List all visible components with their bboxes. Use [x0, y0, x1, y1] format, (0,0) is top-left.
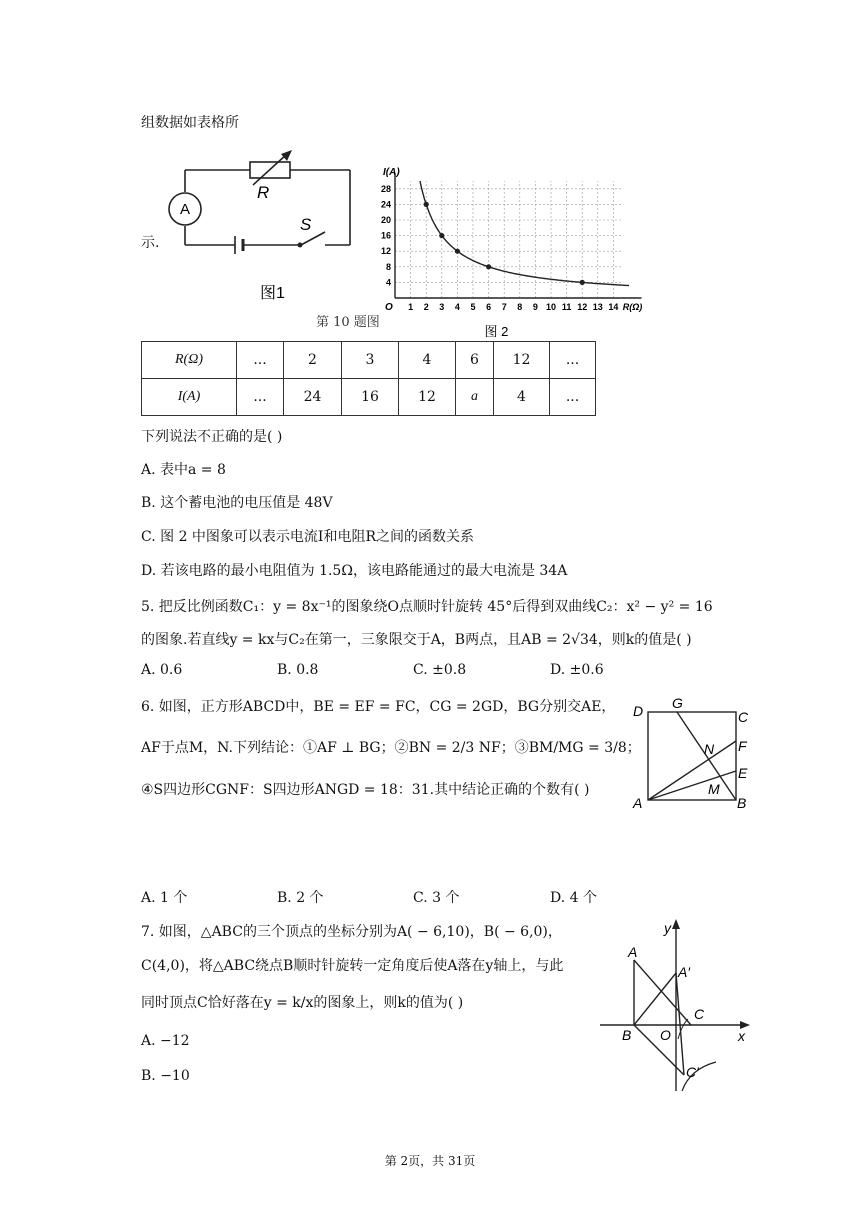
x-tick-label: 8 [517, 302, 523, 312]
option-a: A. 表中a = 8 [141, 462, 226, 478]
svg-text:C: C [738, 709, 749, 725]
q6-line-1: 6. 如图，正方形ABCD中，BE = EF = FC，CG = 2GD，BG分别交AE， [141, 699, 616, 715]
q7-option-b: B. −10 [141, 1068, 190, 1084]
ammeter-label: A [179, 201, 191, 218]
coordinate-figure [598, 915, 758, 1095]
q6-line-2: AF于点M，N.下列结论：①AF ⊥ BG；②BN = 2/3 NF；③BM/MG = 3/8； [141, 740, 641, 756]
svg-text:C′: C′ [686, 1064, 699, 1080]
y-tick-label: 8 [385, 261, 391, 272]
x-tick-label: 7 [501, 302, 507, 312]
intro-line-2: 示. [141, 235, 160, 251]
svg-text:D: D [633, 703, 644, 719]
data-point [439, 233, 444, 238]
option-b: B. 这个蓄电池的电压值是 48V [141, 495, 333, 511]
svg-text:E: E [738, 765, 748, 781]
q7-line-2: C(4,0)，将△ABC绕点B顺时针旋转一定角度后使A落在y轴上，与此 [141, 958, 564, 974]
table-row: I(A) ... 24 16 12 a 4 ... [142, 379, 596, 416]
svg-text:y: y [664, 920, 671, 936]
origin-label: O [385, 302, 393, 313]
x-tick-label: 10 [545, 302, 557, 312]
option-c: C. 图 2 中图象可以表示电流I和电阻R之间的函数关系 [141, 529, 474, 545]
svg-text:C: C [694, 1006, 705, 1022]
svg-text:M: M [708, 781, 720, 797]
svg-text:B: B [737, 795, 747, 811]
q5-option-c: C. ±0.8 [413, 662, 467, 678]
ir-graph [370, 140, 655, 340]
q5-line-1: 5. 把反比例函数C₁：y = 8x⁻¹的图象绕O点顺时针旋转 45°后得到双曲线C₂：x² − y² = 16 [141, 599, 713, 615]
q7-option-a: A. −12 [141, 1033, 190, 1049]
svg-text:A′: A′ [678, 964, 690, 980]
resistor-label: R [257, 183, 270, 202]
x-tick-label: 14 [608, 302, 619, 312]
data-point [455, 249, 460, 254]
q7-line-1: 7. 如图，△ABC的三个顶点的坐标分别为A( − 6,10)，B( − 6,0)， [141, 924, 562, 940]
q5-line-2: 的图象.若直线y = kx与C₂在第一，三象限交于A，B两点，且AB = 2√34，则k的值是( ) [141, 632, 692, 648]
fig2-caption: 图 2 [484, 324, 509, 339]
x-tick-label: 2 [423, 302, 429, 312]
page-footer: 第 2页，共 31页 [384, 1154, 476, 1168]
square-figure [628, 696, 758, 814]
q5-option-b: B. 0.8 [277, 662, 319, 678]
switch-label: S [300, 215, 312, 234]
option-d: D. 若该电路的最小电阻值为 1.5Ω，该电路能通过的最大电流是 34A [141, 563, 568, 579]
table-row: R(Ω) ... 2 3 4 6 12 ... [142, 342, 596, 379]
intro-line-1: 组数据如表格所 [141, 115, 239, 131]
q6-line-3: ④S四边形CGNF：S四边形ANGD = 18：31.其中结论正确的个数有( ) [141, 782, 590, 798]
y-tick-label: 28 [380, 183, 391, 194]
q6-option-c: C. 3 个 [413, 890, 460, 906]
y-tick-label: 16 [380, 230, 391, 241]
question-text: 下列说法不正确的是( ) [141, 429, 283, 445]
q6-option-d: D. 4 个 [550, 890, 597, 906]
q7-line-3: 同时顶点C恰好落在y = k/x的图象上，则k的值为( ) [141, 995, 464, 1011]
data-point [486, 264, 491, 269]
data-table [141, 341, 596, 416]
x-tick-label: 12 [577, 302, 588, 312]
svg-text:B: B [622, 1027, 632, 1043]
svg-text:F: F [738, 738, 747, 754]
q5-option-a: A. 0.6 [141, 662, 183, 678]
svg-text:N: N [704, 741, 715, 757]
data-point [424, 202, 429, 207]
y-tick-label: 20 [380, 215, 391, 225]
q5-option-d: D. ±0.6 [550, 662, 604, 678]
figure-caption: 第 10 题图 [316, 315, 380, 330]
y-tick-label: 4 [385, 277, 391, 288]
x-tick-label: 5 [470, 302, 476, 312]
data-point [580, 280, 585, 285]
x-tick-label: 11 [561, 302, 572, 312]
svg-text:O: O [660, 1027, 671, 1043]
fig1-caption: 图1 [260, 285, 285, 302]
x-tick-label: 1 [408, 302, 414, 312]
y-tick-label: 24 [380, 199, 391, 210]
x-tick-label: 3 [439, 302, 445, 312]
svg-text:G: G [672, 696, 683, 711]
svg-text:A: A [633, 795, 643, 811]
x-tick-label: 4 [454, 302, 460, 312]
svg-text:x: x [738, 1028, 745, 1044]
x-tick-label: 9 [532, 302, 538, 312]
x-tick-label: 6 [486, 302, 492, 312]
q6-option-b: B. 2 个 [277, 890, 324, 906]
y-tick-label: 12 [380, 246, 391, 257]
q6-option-a: A. 1 个 [141, 890, 188, 906]
circuit-figure [165, 140, 365, 310]
svg-text:A: A [628, 944, 638, 960]
y-axis-label: I(A) [383, 167, 400, 179]
x-tick-label: 13 [592, 302, 603, 312]
x-axis-label: R(Ω) [622, 302, 643, 312]
